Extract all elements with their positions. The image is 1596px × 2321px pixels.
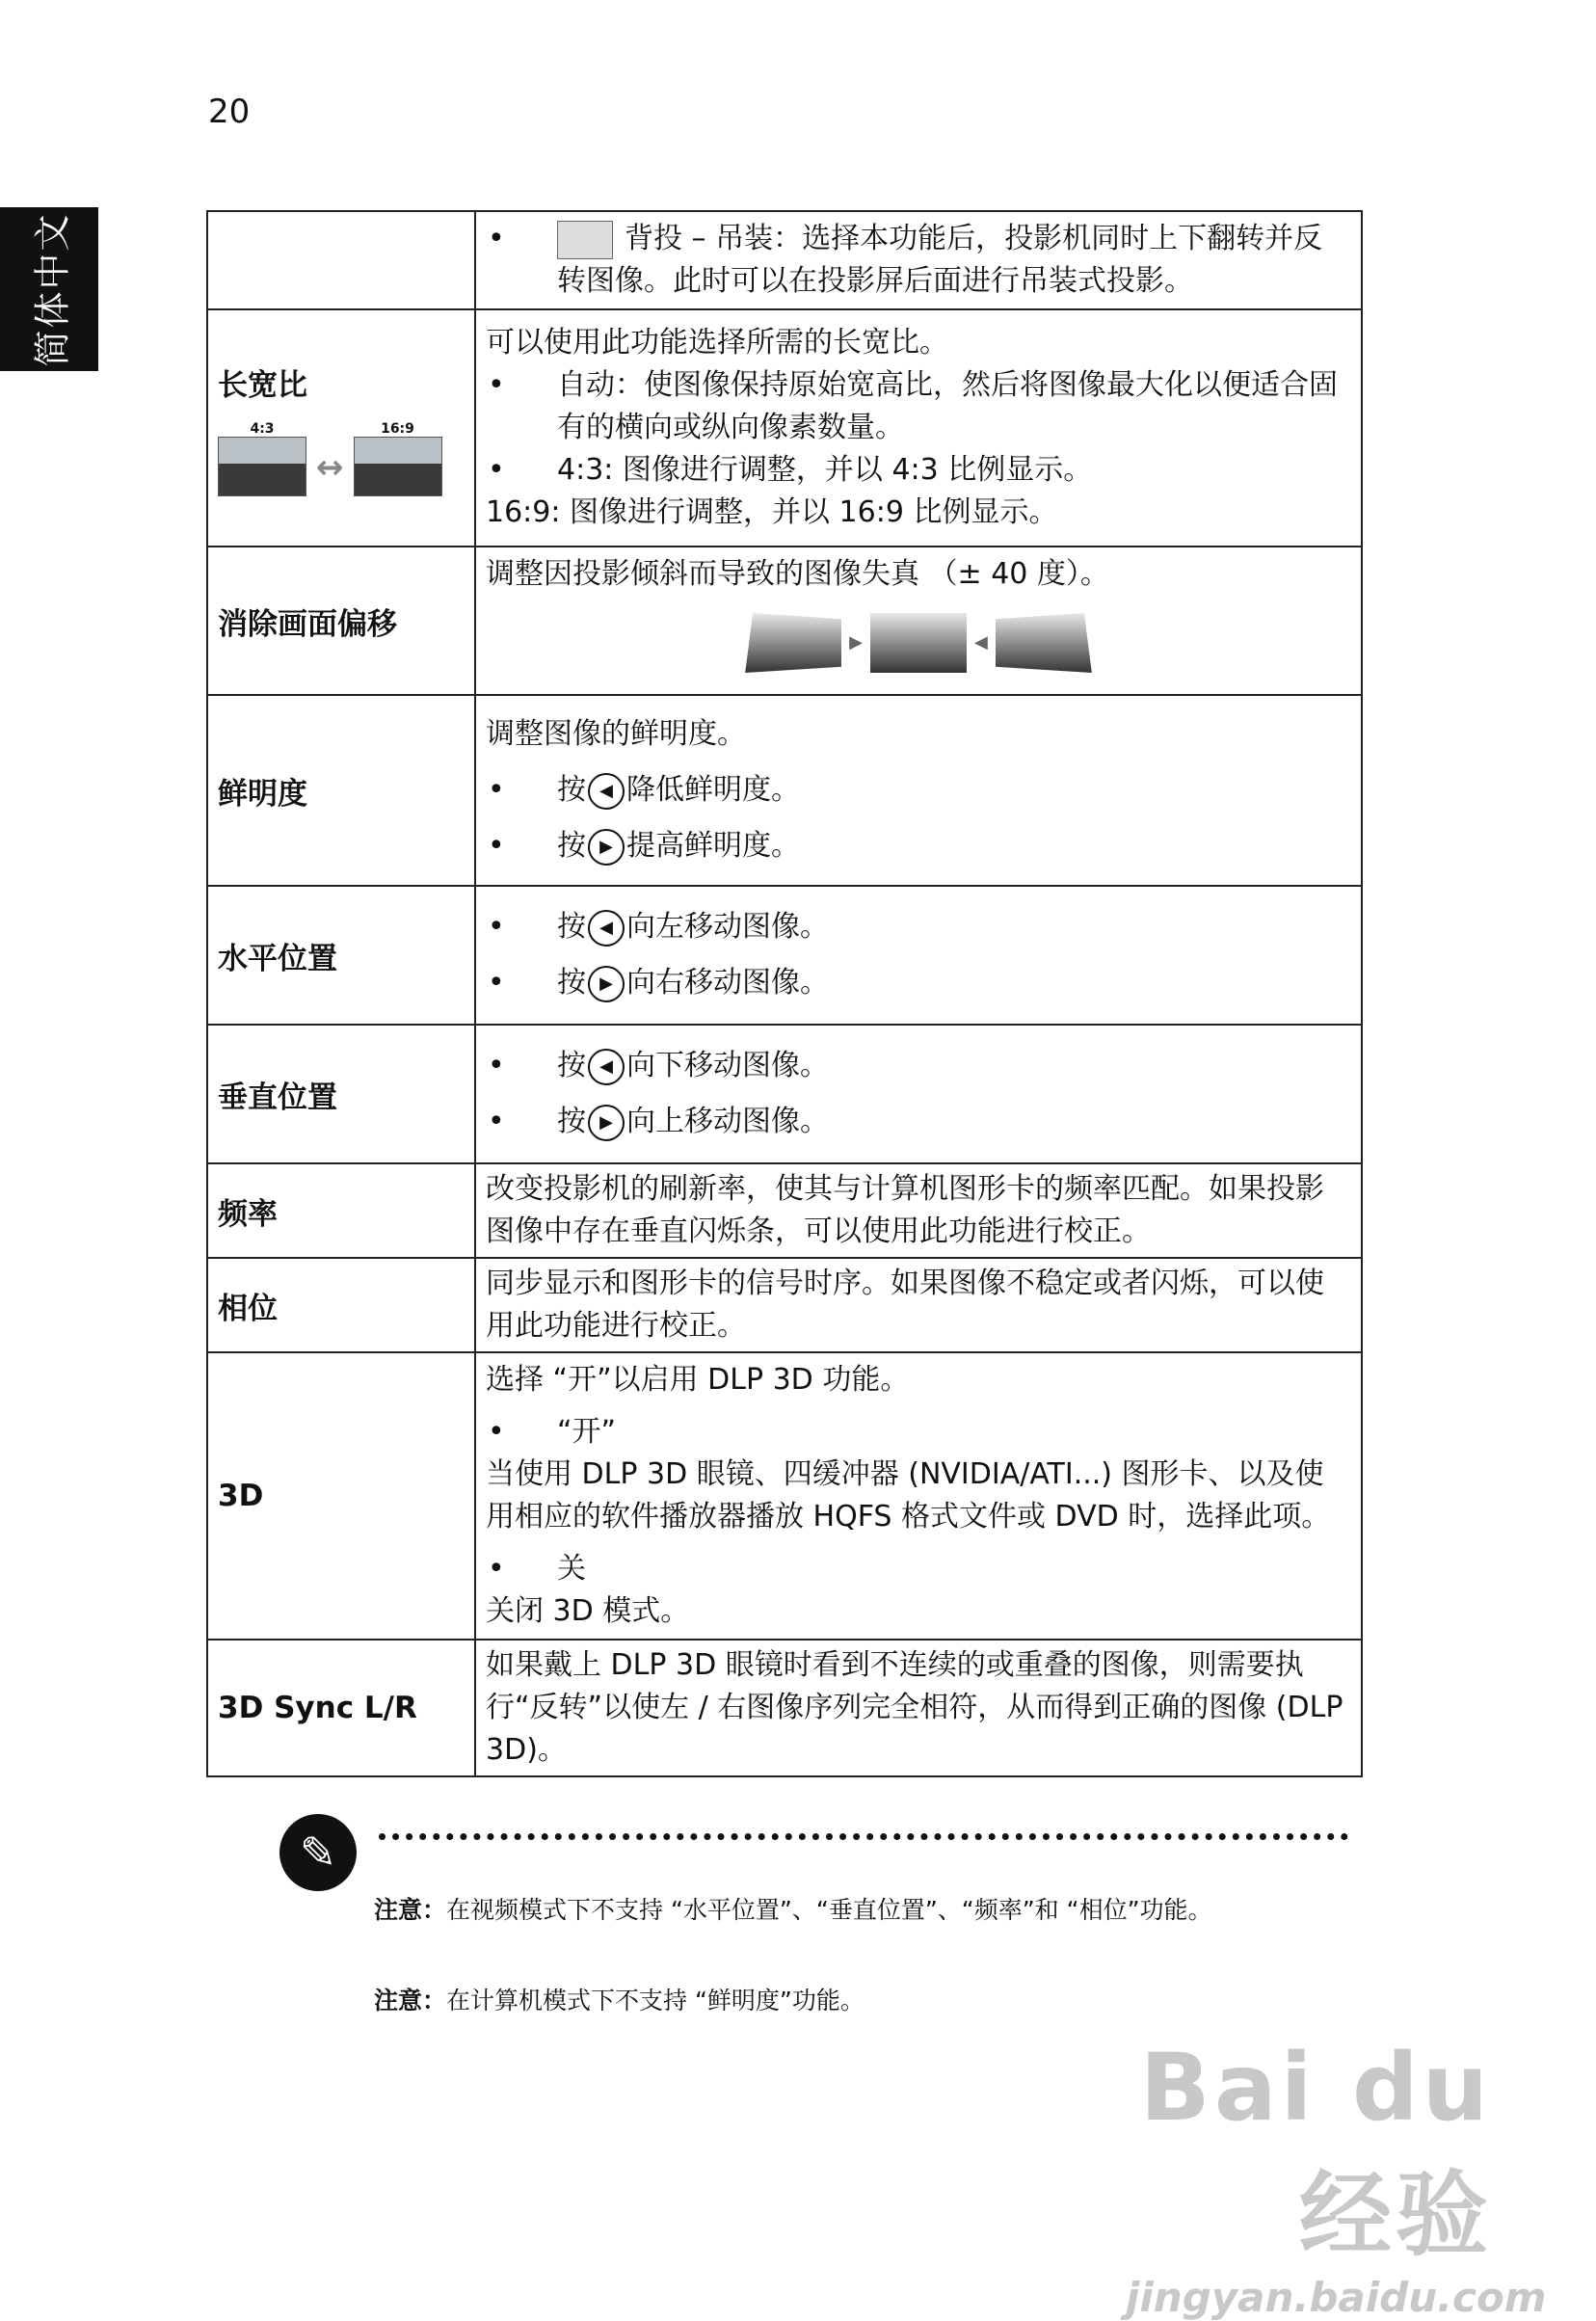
bullet: •: [488, 1049, 505, 1082]
page-number: 20: [208, 93, 251, 131]
settings-table: [206, 210, 1363, 1777]
arrow-left-icon: ◀: [974, 632, 988, 653]
bullet: •: [488, 1415, 505, 1449]
description-text: 当使用 DLP 3D 眼镜、四缓冲器 (NVIDIA/ATI...) 图形卡、以及使用相应的软件播放器播放 HQFS 格式文件或 DVD 时，选择此项。: [486, 1457, 1331, 1534]
v-position-label: 垂直位置: [207, 1025, 475, 1163]
language-side-tab: [0, 207, 98, 371]
table-row: [207, 1640, 1362, 1776]
press-text: 按: [557, 1105, 586, 1138]
keystone-label: 消除画面偏移: [207, 547, 475, 695]
table-row: [207, 1163, 1362, 1258]
bullet-text: “开”: [557, 1415, 617, 1449]
bullet: •: [488, 1105, 505, 1138]
row-description: [475, 547, 1362, 695]
note-label: 注意：: [374, 1987, 447, 2014]
table-row: [207, 547, 1362, 695]
row-label-empty: [207, 211, 475, 309]
description-text: 关闭 3D 模式。: [486, 1594, 690, 1628]
side-tab-label: 简体中文: [31, 211, 74, 367]
press-text: 按: [557, 829, 586, 863]
ratio-43-caption: 4:3: [250, 420, 275, 437]
left-button-icon: ◀: [588, 773, 625, 810]
double-arrow-icon: ↔: [316, 447, 344, 487]
arrow-right-icon: ▶: [849, 632, 863, 653]
table-row: [207, 1025, 1362, 1163]
sharpness-label: 鲜明度: [207, 695, 475, 886]
keystone-image-icon: [996, 613, 1092, 673]
keystone-image-icon: [870, 613, 967, 673]
row-description: [475, 211, 1362, 309]
row-description: 同步显示和图形卡的信号时序。如果图像不稳定或者闪烁，可以使用此功能进行校正。: [475, 1258, 1362, 1352]
note-label: 注意：: [374, 1896, 447, 1924]
bullet: •: [488, 910, 505, 944]
watermark-url: jingyan.baidu.com: [1126, 2274, 1547, 2321]
row-label: [207, 309, 475, 547]
note-text: 在计算机模式下不支持 “鲜明度”功能。: [446, 1987, 864, 2014]
dotted-divider: [379, 1833, 1348, 1840]
bullet-text: 向左移动图像。: [626, 910, 829, 944]
frequency-label: 频率: [207, 1163, 475, 1258]
press-text: 按: [557, 910, 586, 944]
bullet-text: 向右移动图像。: [626, 966, 829, 1000]
note-2: [374, 1984, 1347, 2018]
description-text: 调整因投影倾斜而导致的图像失真 （± 40 度）。: [486, 557, 1109, 591]
bullet: •: [488, 368, 505, 402]
right-button-icon: ▶: [588, 966, 625, 1002]
keystone-image-icon: [745, 613, 841, 673]
bullet-text: 背投 – 吊装：选择本功能后，投影机同时上下翻转并反转图像。此时可以在投影屏后面进行吊装式投影。: [557, 222, 1323, 298]
table-row: [207, 886, 1362, 1025]
left-button-icon: ◀: [588, 1049, 625, 1085]
watermark-brand: Bai du 经验: [1139, 2034, 1492, 2269]
bullet-text: 关: [557, 1552, 586, 1586]
bullet: •: [488, 453, 505, 487]
right-button-icon: ▶: [588, 829, 625, 866]
table-row: [207, 1258, 1362, 1352]
bullet-text: 向下移动图像。: [626, 1049, 829, 1082]
bullet-text: 提高鲜明度。: [626, 829, 800, 863]
row-description: [475, 1352, 1362, 1640]
aspect-ratio-label: 长宽比: [218, 367, 307, 403]
row-description: [475, 1025, 1362, 1163]
row-description: 如果戴上 DLP 3D 眼镜时看到不连续的或重叠的图像，则需要执行“反转”以使左 / 右图像序列完全相符，从而得到正确的图像 (DLP 3D)。: [475, 1640, 1362, 1776]
bullet: •: [488, 1552, 505, 1586]
bullet: •: [488, 222, 505, 255]
bullet-text: 向上移动图像。: [626, 1105, 829, 1138]
3d-sync-label: 3D Sync L/R: [207, 1640, 475, 1776]
bullet: •: [488, 966, 505, 1000]
aspect-ratio-figure: [218, 421, 465, 496]
row-description: [475, 309, 1362, 547]
rear-ceiling-icon: [557, 221, 613, 259]
row-description: [475, 695, 1362, 886]
bullet: •: [488, 773, 505, 807]
bullet-text: 降低鲜明度。: [626, 773, 800, 807]
tracking-label: 相位: [207, 1258, 475, 1352]
table-row: [207, 211, 1362, 309]
ratio-169-caption: 16:9: [381, 420, 414, 437]
bullet: •: [488, 829, 505, 863]
description-text: 16:9: 图像进行调整，并以 16:9 比例显示。: [486, 495, 1058, 529]
row-description: [475, 886, 1362, 1025]
press-text: 按: [557, 773, 586, 807]
bullet-text: 4:3: 图像进行调整，并以 4:3 比例显示。: [557, 453, 1093, 487]
table-row: [207, 309, 1362, 547]
description-text: 调整图像的鲜明度。: [486, 717, 746, 751]
bullet-text: 自动：使图像保持原始宽高比，然后将图像最大化以便适合固有的横向或纵向像素数量。: [557, 368, 1338, 444]
landscape-image-icon: [354, 437, 442, 496]
table-row: [207, 695, 1362, 886]
table-row: [207, 1352, 1362, 1640]
press-text: 按: [557, 1049, 586, 1082]
watermark: [1126, 2034, 1547, 2321]
h-position-label: 水平位置: [207, 886, 475, 1025]
note-icon: ✎: [279, 1814, 357, 1891]
description-text: 可以使用此功能选择所需的长宽比。: [486, 326, 948, 360]
press-text: 按: [557, 966, 586, 1000]
row-description: 改变投影机的刷新率，使其与计算机图形卡的频率匹配。如果投影图像中存在垂直闪烁条，可以使用此功能进行校正。: [475, 1163, 1362, 1258]
left-button-icon: ◀: [588, 910, 625, 947]
landscape-image-icon: [218, 437, 306, 496]
3d-label: 3D: [207, 1352, 475, 1640]
note-text: 在视频模式下不支持 “水平位置”、“垂直位置”、“频率”和 “相位”功能。: [446, 1896, 1212, 1924]
keystone-figure: [486, 613, 1351, 673]
description-text: 选择 “开”以启用 DLP 3D 功能。: [486, 1363, 910, 1397]
note-1: [374, 1893, 1347, 1928]
right-button-icon: ▶: [588, 1105, 625, 1141]
